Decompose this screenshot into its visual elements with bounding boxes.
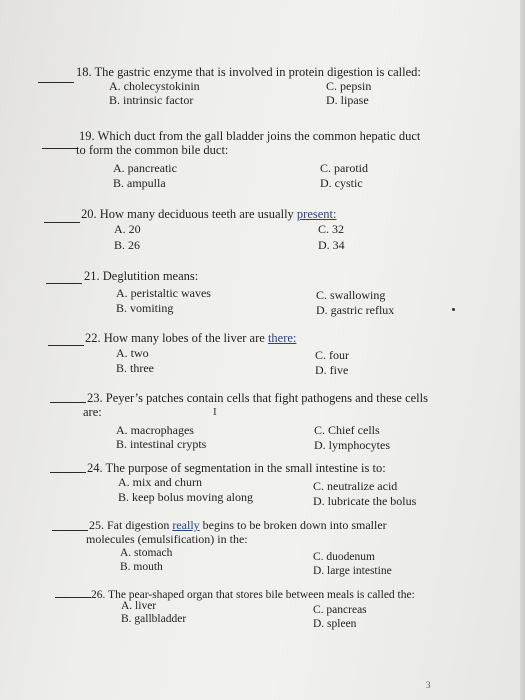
option-d: D. five bbox=[315, 363, 349, 377]
option-a: A. macrophages bbox=[116, 423, 194, 437]
answer-blank-19[interactable] bbox=[42, 148, 78, 149]
question-number: 24. bbox=[87, 461, 103, 475]
option-d: D. lubricate the bolus bbox=[313, 494, 417, 508]
question-number: 26. bbox=[91, 589, 106, 601]
option-c: C. swallowing bbox=[316, 288, 386, 302]
option-c: C. pepsin bbox=[326, 79, 372, 93]
text-cursor-icon: I bbox=[213, 406, 217, 418]
option-b: B. intrinsic factor bbox=[109, 93, 194, 107]
question-number: 21. bbox=[84, 269, 100, 283]
question-stem-line-1: Which duct from the gall bladder joins the common hepatic duct bbox=[97, 129, 421, 143]
question-stem: How many lobes of the liver are bbox=[103, 331, 268, 345]
question-19 bbox=[76, 129, 421, 157]
question-number: 20. bbox=[81, 207, 97, 221]
option-d: D. lymphocytes bbox=[314, 438, 390, 452]
question-stem: Deglutition means: bbox=[102, 269, 199, 283]
option-a: A. 20 bbox=[114, 222, 141, 236]
question-stem: The purpose of segmentation in the small intestine is to: bbox=[105, 461, 386, 475]
answer-blank-18[interactable] bbox=[38, 82, 74, 83]
option-a: A. pancreatic bbox=[113, 161, 177, 175]
question-number: 18. bbox=[76, 65, 92, 79]
answer-blank-24[interactable] bbox=[50, 472, 86, 473]
question-number: 22. bbox=[85, 331, 101, 345]
answer-blank-20[interactable] bbox=[44, 222, 80, 223]
option-b: B. vomiting bbox=[116, 301, 174, 315]
answer-blank-23[interactable] bbox=[50, 402, 86, 403]
option-d: D. cystic bbox=[320, 176, 363, 190]
option-c: C. four bbox=[315, 348, 349, 362]
question-stem-part-2: begins to be broken down into smaller bbox=[199, 518, 387, 532]
option-b: B. gallbladder bbox=[121, 613, 187, 625]
option-c: C. 32 bbox=[318, 222, 345, 236]
question-stem: The gastric enzyme that is involved in protein digestion is called: bbox=[94, 65, 421, 79]
answer-blank-26[interactable] bbox=[55, 597, 91, 598]
answer-blank-22[interactable] bbox=[48, 345, 84, 346]
option-b: B. 26 bbox=[114, 238, 141, 252]
question-number: 23. bbox=[87, 391, 103, 405]
option-b: B. ampulla bbox=[113, 176, 166, 190]
screen-edge bbox=[520, 0, 525, 700]
option-a: A. peristaltic waves bbox=[116, 286, 211, 300]
question-stem: The pear-shaped organ that stores bile between meals is called the: bbox=[108, 589, 415, 601]
question-22 bbox=[85, 331, 296, 345]
option-b: B. mouth bbox=[120, 561, 163, 573]
question-stem-line-2: molecules (emulsification) in the: bbox=[86, 532, 248, 546]
answer-blank-21[interactable] bbox=[46, 283, 82, 284]
question-21 bbox=[84, 269, 198, 283]
option-d: D. lipase bbox=[326, 93, 369, 107]
option-b: B. keep bolus moving along bbox=[118, 490, 253, 504]
option-c: C. neutralize acid bbox=[313, 479, 398, 493]
option-a: A. mix and churn bbox=[118, 475, 202, 489]
option-b: B. intestinal crypts bbox=[116, 437, 207, 451]
option-c: C. parotid bbox=[320, 161, 368, 175]
question-number: 25. bbox=[89, 518, 104, 532]
question-23 bbox=[83, 391, 428, 419]
underlined-word: there: bbox=[267, 331, 297, 345]
option-c: C. pancreas bbox=[313, 604, 367, 616]
underlined-word: present: bbox=[296, 207, 337, 221]
page-number: 3 bbox=[426, 680, 431, 690]
option-a: A. liver bbox=[121, 600, 157, 612]
option-a: A. two bbox=[116, 346, 149, 360]
question-24 bbox=[87, 461, 386, 475]
question-stem-line-1: Peyer’s patches contain cells that fight pathogens and these cells bbox=[105, 391, 428, 405]
question-stem-part-1: Fat digestion bbox=[107, 518, 173, 532]
question-18 bbox=[76, 65, 421, 79]
option-d: D. spleen bbox=[313, 618, 357, 630]
option-c: C. duodenum bbox=[313, 551, 375, 563]
stray-mark bbox=[452, 308, 455, 311]
option-d: D. 34 bbox=[318, 238, 345, 252]
question-stem-line-2: are: bbox=[83, 405, 102, 419]
option-a: A. stomach bbox=[120, 547, 173, 559]
question-stem: How many deciduous teeth are usually bbox=[99, 207, 297, 221]
question-25 bbox=[86, 518, 387, 546]
option-d: D. large intestine bbox=[313, 565, 392, 577]
option-d: D. gastric reflux bbox=[316, 303, 395, 317]
question-stem-line-2: to form the common bile duct: bbox=[76, 143, 229, 157]
underlined-word: really bbox=[172, 518, 200, 532]
option-b: B. three bbox=[116, 361, 154, 375]
question-20 bbox=[81, 207, 337, 221]
option-c: C. Chief cells bbox=[314, 423, 380, 437]
option-a: A. cholecystokinin bbox=[109, 79, 200, 93]
question-number: 19. bbox=[79, 129, 95, 143]
answer-blank-25[interactable] bbox=[52, 530, 88, 531]
